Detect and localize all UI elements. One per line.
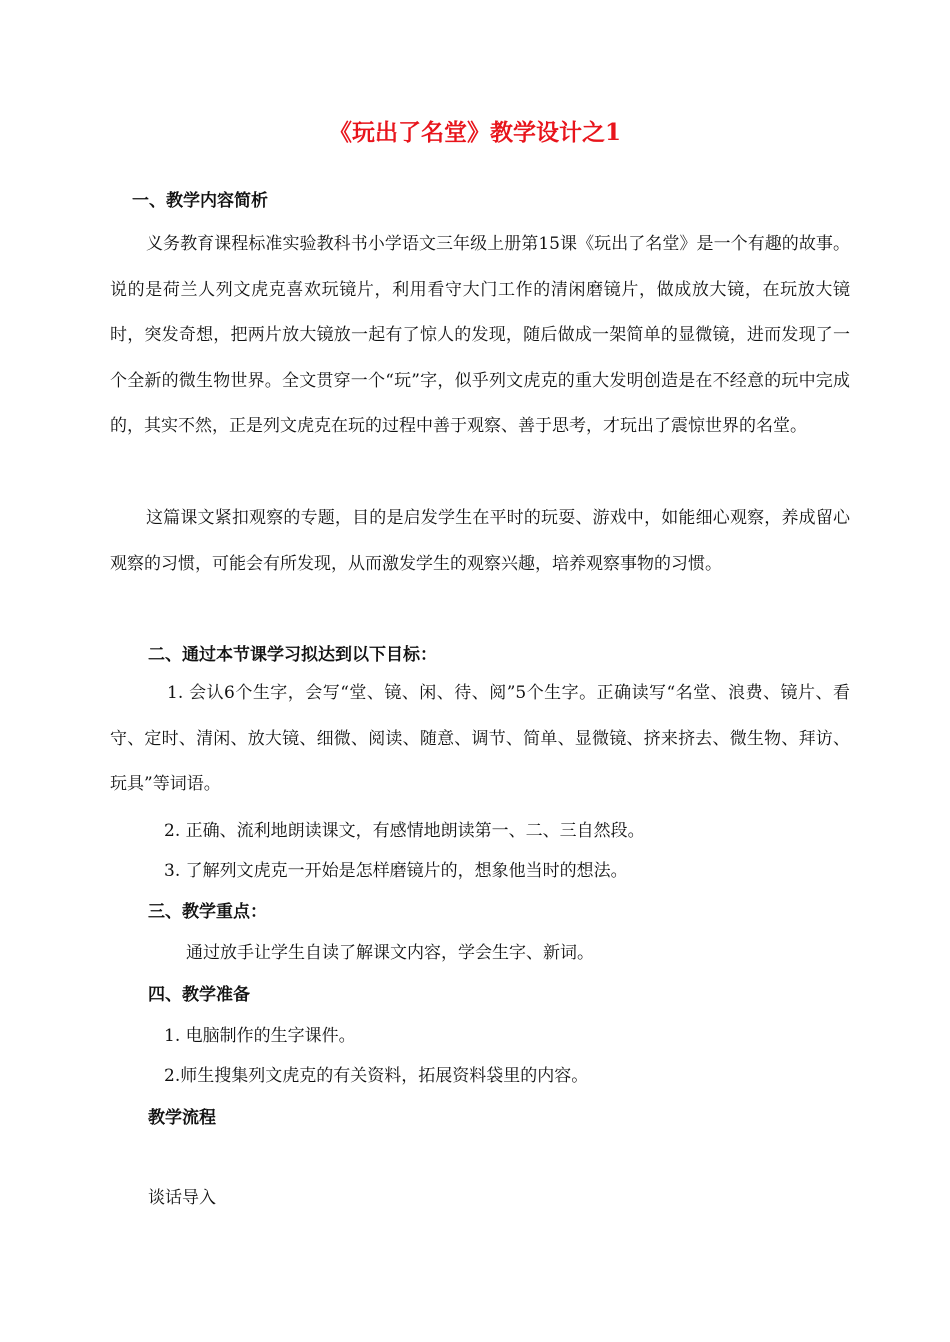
goal-item-1: 1. 会认6个生字，会写“堂、镜、闲、待、阅”5个生字。正确读写“名堂、浪费、镜片、看守、定时、清闲、放大镜、细微、阅读、随意、调节、简单、显微镜、挤来挤去、微生物、拜访、玩具”等词语。 — [110, 683, 850, 794]
section-heading-content-analysis: 一、教学内容简析 — [132, 191, 268, 211]
key-points-text: 通过放手让学生自读了解课文内容，学会生字、新词。 — [186, 943, 594, 963]
goal-item-3: 3. 了解列文虎克一开始是怎样磨镜片的，想象他当时的想法。 — [164, 861, 628, 881]
section-heading-preparation: 四、教学准备 — [148, 985, 250, 1005]
section-heading-goals: 二、通过本节课学习拟达到以下目标： — [148, 645, 437, 665]
preparation-item-2: 2.师生搜集列文虎克的有关资料，拓展资料袋里的内容。 — [164, 1066, 589, 1086]
section-heading-key-points: 三、教学重点： — [148, 902, 267, 922]
teaching-flow-step-1: 谈话导入 — [148, 1188, 216, 1208]
paragraph-content-analysis-1: 义务教育课程标准实验教科书小学语文三年级上册第15课《玩出了名堂》是一个有趣的故事。说的是荷兰人列文虎克喜欢玩镜片，利用看守大门工作的清闲磨镜片，做成放大镜，在玩放大镜时，突发奇想，把两片放大镜放一起有了惊人的发现，随后做成一架简单的显微镜，进而发现了一个全新的微生物世界。全文贯穿一个“玩”字，似乎列文虎克的重大发明创造是在不经意的玩中完成的，其实不然，正是列文虎克在玩的过程中善于观察、善于思考，才玩出了震惊世界的名堂。 — [110, 234, 850, 436]
preparation-item-1: 1. 电脑制作的生字课件。 — [164, 1026, 356, 1046]
paragraph-content-analysis-2: 这篇课文紧扣观察的专题，目的是启发学生在平时的玩耍、游戏中，如能细心观察，养成留心观察的习惯，可能会有所发现，从而激发学生的观察兴趣，培养观察事物的习惯。 — [110, 508, 850, 574]
document-title: 《玩出了名堂》教学设计之1 — [328, 119, 621, 146]
goal-item-2: 2. 正确、流利地朗读课文，有感情地朗读第一、二、三自然段。 — [164, 821, 645, 841]
section-heading-teaching-flow: 教学流程 — [148, 1108, 216, 1128]
